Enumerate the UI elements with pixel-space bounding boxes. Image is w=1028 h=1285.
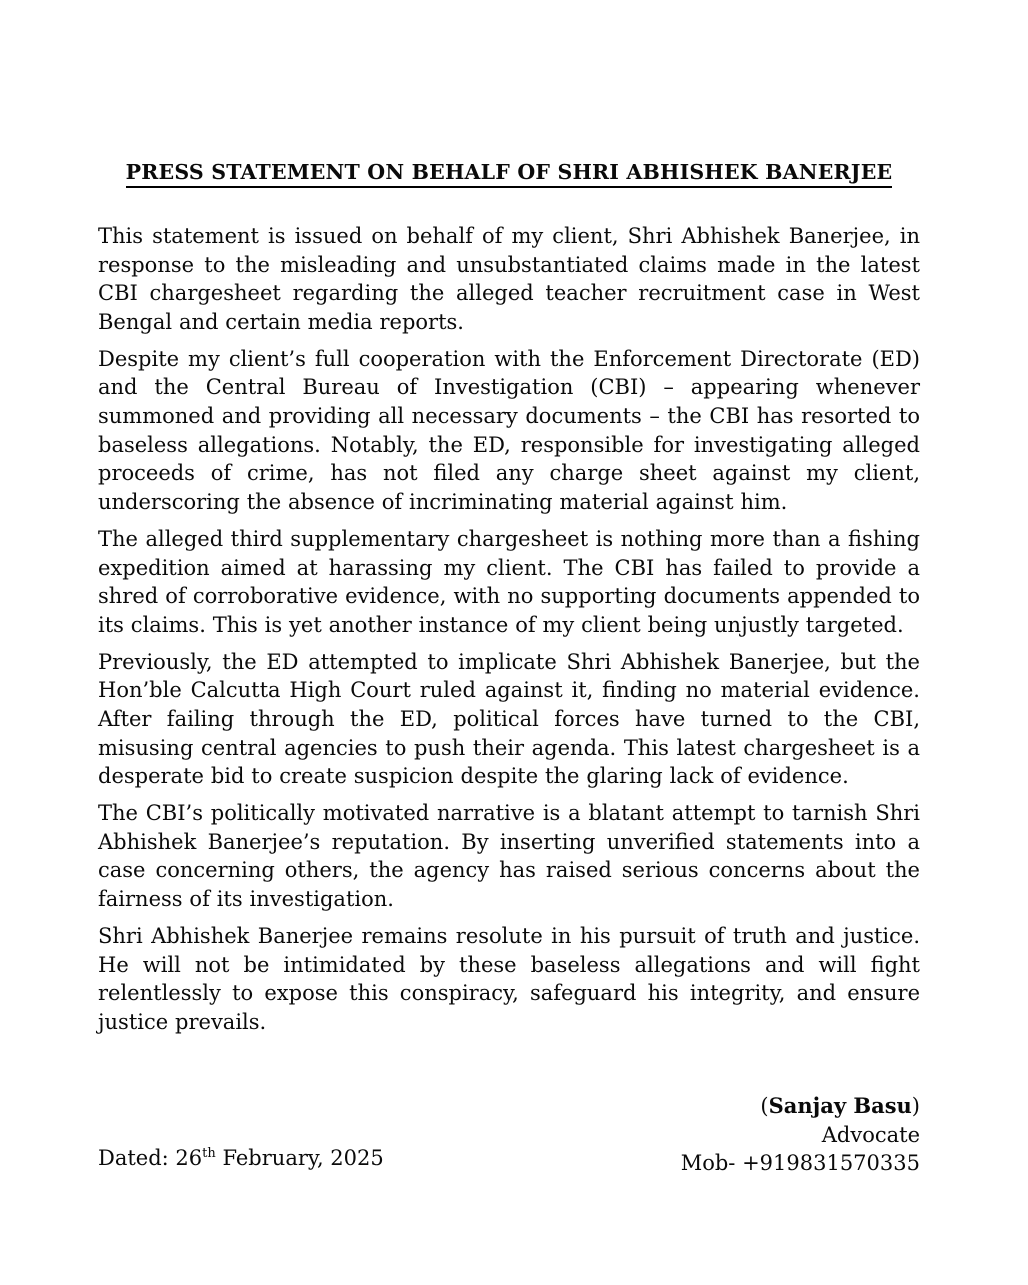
statement-paragraph: Shri Abhishek Banerjee remains resolute in his pursuit of truth and justice. He will not be intimidated by these baseless allegations and will fight relentlessly to expose this conspiracy, safeguard his integrity, and ensure justice prevails. bbox=[98, 924, 920, 1034]
page-title-text: PRESS STATEMENT ON BEHALF OF SHRI ABHISHEK BANERJEE bbox=[126, 160, 893, 188]
statement-paragraph: Previously, the ED attempted to implicate Shri Abhishek Banerjee, but the Hon’ble Calcutta High Court ruled against it, finding no material evidence. After failing through the ED, political forces have turned to the CBI, misusing central agencies to push their agenda. This latest chargesheet is a desperate bid to create suspicion despite the glaring lack of evidence. bbox=[98, 649, 920, 789]
statement-body bbox=[98, 222, 920, 1037]
signatory-open-paren: ( bbox=[760, 1094, 769, 1118]
date-day: 26 bbox=[175, 1146, 203, 1170]
signatory-role: Advocate bbox=[821, 1122, 920, 1147]
date-line bbox=[98, 1144, 384, 1173]
signatory-name-line bbox=[500, 1092, 920, 1121]
signatory-name: Sanjay Basu bbox=[768, 1093, 912, 1118]
date-ordinal-suffix: th bbox=[202, 1146, 216, 1161]
date-month-year: February, 2025 bbox=[215, 1146, 384, 1170]
date-label: Dated: bbox=[98, 1146, 176, 1170]
signatory-mobile: Mob- +919831570335 bbox=[680, 1151, 920, 1176]
statement-paragraph: The alleged third supplementary chargesheet is nothing more than a fishing expedition aimed at harassing my client. The CBI has failed to provide a shred of corroborative evidence, with no supporting documents appended to its claims. This is yet another instance of my client being unjustly targeted. bbox=[98, 526, 920, 637]
statement-paragraph: The CBI’s politically motivated narrative is a blatant attempt to tarnish Shri Abhishek Banerjee’s reputation. By inserting unverified statements into a case concerning others, the agency has raised serious concerns about the fairness of its investigation. bbox=[98, 801, 920, 912]
page-title bbox=[98, 160, 920, 188]
statement-paragraph: This statement is issued on behalf of my client, Shri Abhishek Banerjee, in response to the misleading and unsubstantiated claims made in the latest CBI chargesheet regarding the alleged teacher recruitment case in West Bengal and certain media reports. bbox=[98, 224, 920, 334]
statement-paragraph: Despite my client’s full cooperation with the Enforcement Directorate (ED) and the Central Bureau of Investigation (CBI) – appearing whenever summoned and providing all necessary documents – the CBI has resorted to baseless allegations. Notably, the ED, responsible for investigating alleged proceeds of crime, has not filed any charge sheet against my client, underscoring the absence of incriminating material against him. bbox=[98, 346, 920, 514]
signatory-close-paren: ) bbox=[911, 1094, 920, 1118]
signature-block bbox=[500, 1092, 920, 1178]
